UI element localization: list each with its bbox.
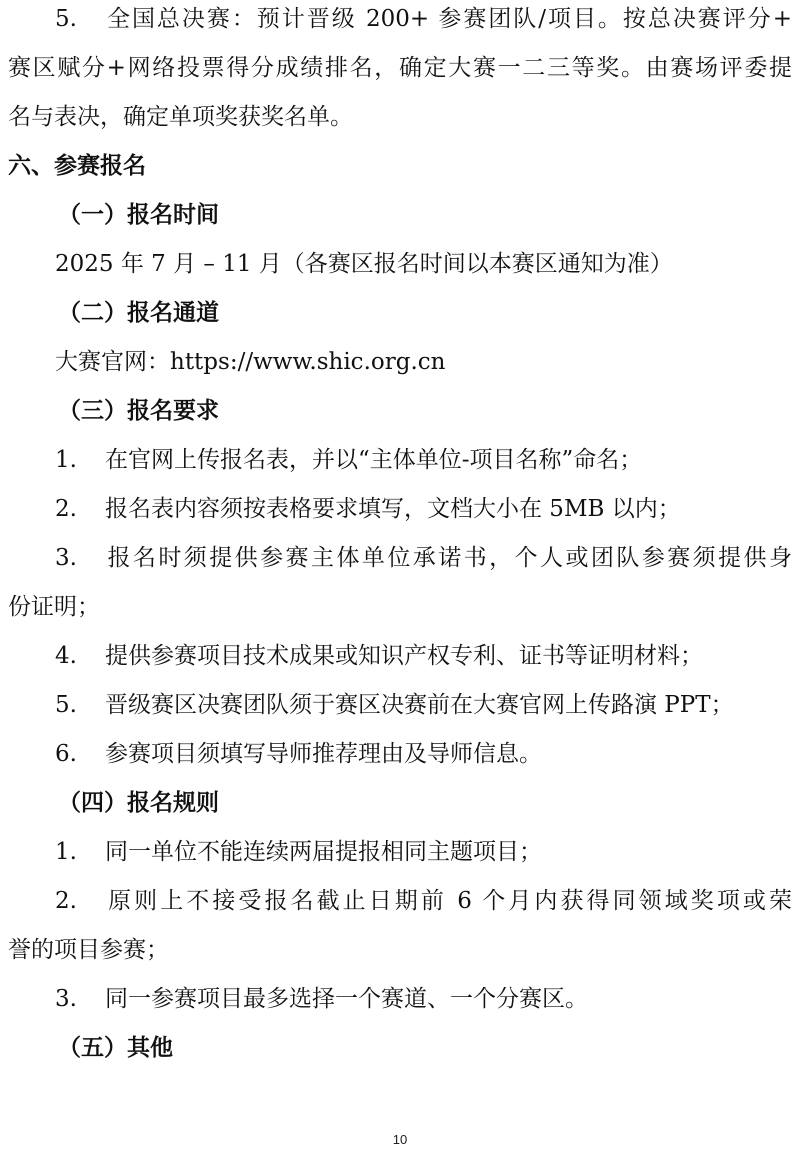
list-item-text: 同一单位不能连续两届提报相同主题项目；: [105, 839, 542, 865]
subsection-heading: （二）报名通道: [58, 300, 219, 326]
subsection-heading: （一）报名时间: [58, 202, 219, 228]
list-item: [0, 631, 800, 681]
section-heading: 六、参赛报名: [8, 153, 146, 179]
list-item-continuation: 誉的项目参赛；: [8, 937, 169, 963]
list-item-continuation: 份证明；: [8, 594, 100, 620]
paragraph-line: [0, 0, 800, 44]
subsection-heading: （五）其他: [58, 1035, 173, 1061]
list-number: 3.: [55, 986, 77, 1012]
list-number: 2.: [55, 888, 77, 914]
subsection-heading: （四）报名规则: [58, 790, 219, 816]
list-item: [0, 435, 800, 485]
list-item-text: 报名表内容须按表格要求填写，文档大小在 5MB 以内；: [105, 496, 681, 522]
list-number: 2.: [55, 496, 77, 522]
list-item-text: 参赛项目须填写导师推荐理由及导师信息。: [105, 741, 542, 767]
list-number: 5.: [55, 692, 77, 718]
paragraph-line: 2025 年 7 月 – 11 月（各赛区报名时间以本赛区通知为准）: [55, 251, 673, 277]
list-item-text: 同一参赛项目最多选择一个赛道、一个分赛区。: [105, 986, 588, 1012]
list-number: 3.: [55, 545, 77, 571]
list-item-text: 晋级赛区决赛团队须于赛区决赛前在大赛官网上传路演 PPT；: [105, 692, 734, 718]
paragraph-line: 赛区赋分+网络投票得分成绩排名，确定大赛一二三等奖。由赛场评委提: [8, 55, 792, 81]
list-item: [0, 680, 800, 730]
list-item-text: 提供参赛项目技术成果或知识产权专利、证书等证明材料；: [105, 643, 703, 669]
list-item-text: 原则上不接受报名截止日期前 6 个月内获得同领域奖项或荣: [105, 888, 792, 914]
paragraph-text: 全国总决赛：预计晋级 200+ 参赛团队/项目。按总决赛评分+: [105, 6, 792, 32]
paragraph-line: 大赛官网：https://www.shic.org.cn: [55, 349, 446, 375]
page-number: 10: [392, 1132, 408, 1147]
list-number: 1.: [55, 447, 77, 473]
list-item: [0, 533, 800, 583]
list-item-text: 在官网上传报名表，并以“主体单位-项目名称”命名；: [105, 447, 643, 473]
list-number: 4.: [55, 643, 77, 669]
list-number: 6.: [55, 741, 77, 767]
list-item: [0, 729, 800, 779]
list-number: 5.: [55, 6, 77, 32]
list-item: [0, 974, 800, 1024]
paragraph-line: 名与表决，确定单项奖获奖名单。: [8, 104, 353, 130]
list-number: 1.: [55, 839, 77, 865]
list-item: [0, 827, 800, 877]
list-item: [0, 876, 800, 926]
subsection-heading: （三）报名要求: [58, 398, 219, 424]
list-item: [0, 484, 800, 534]
list-item-text: 报名时须提供参赛主体单位承诺书，个人或团队参赛须提供身: [105, 545, 792, 571]
